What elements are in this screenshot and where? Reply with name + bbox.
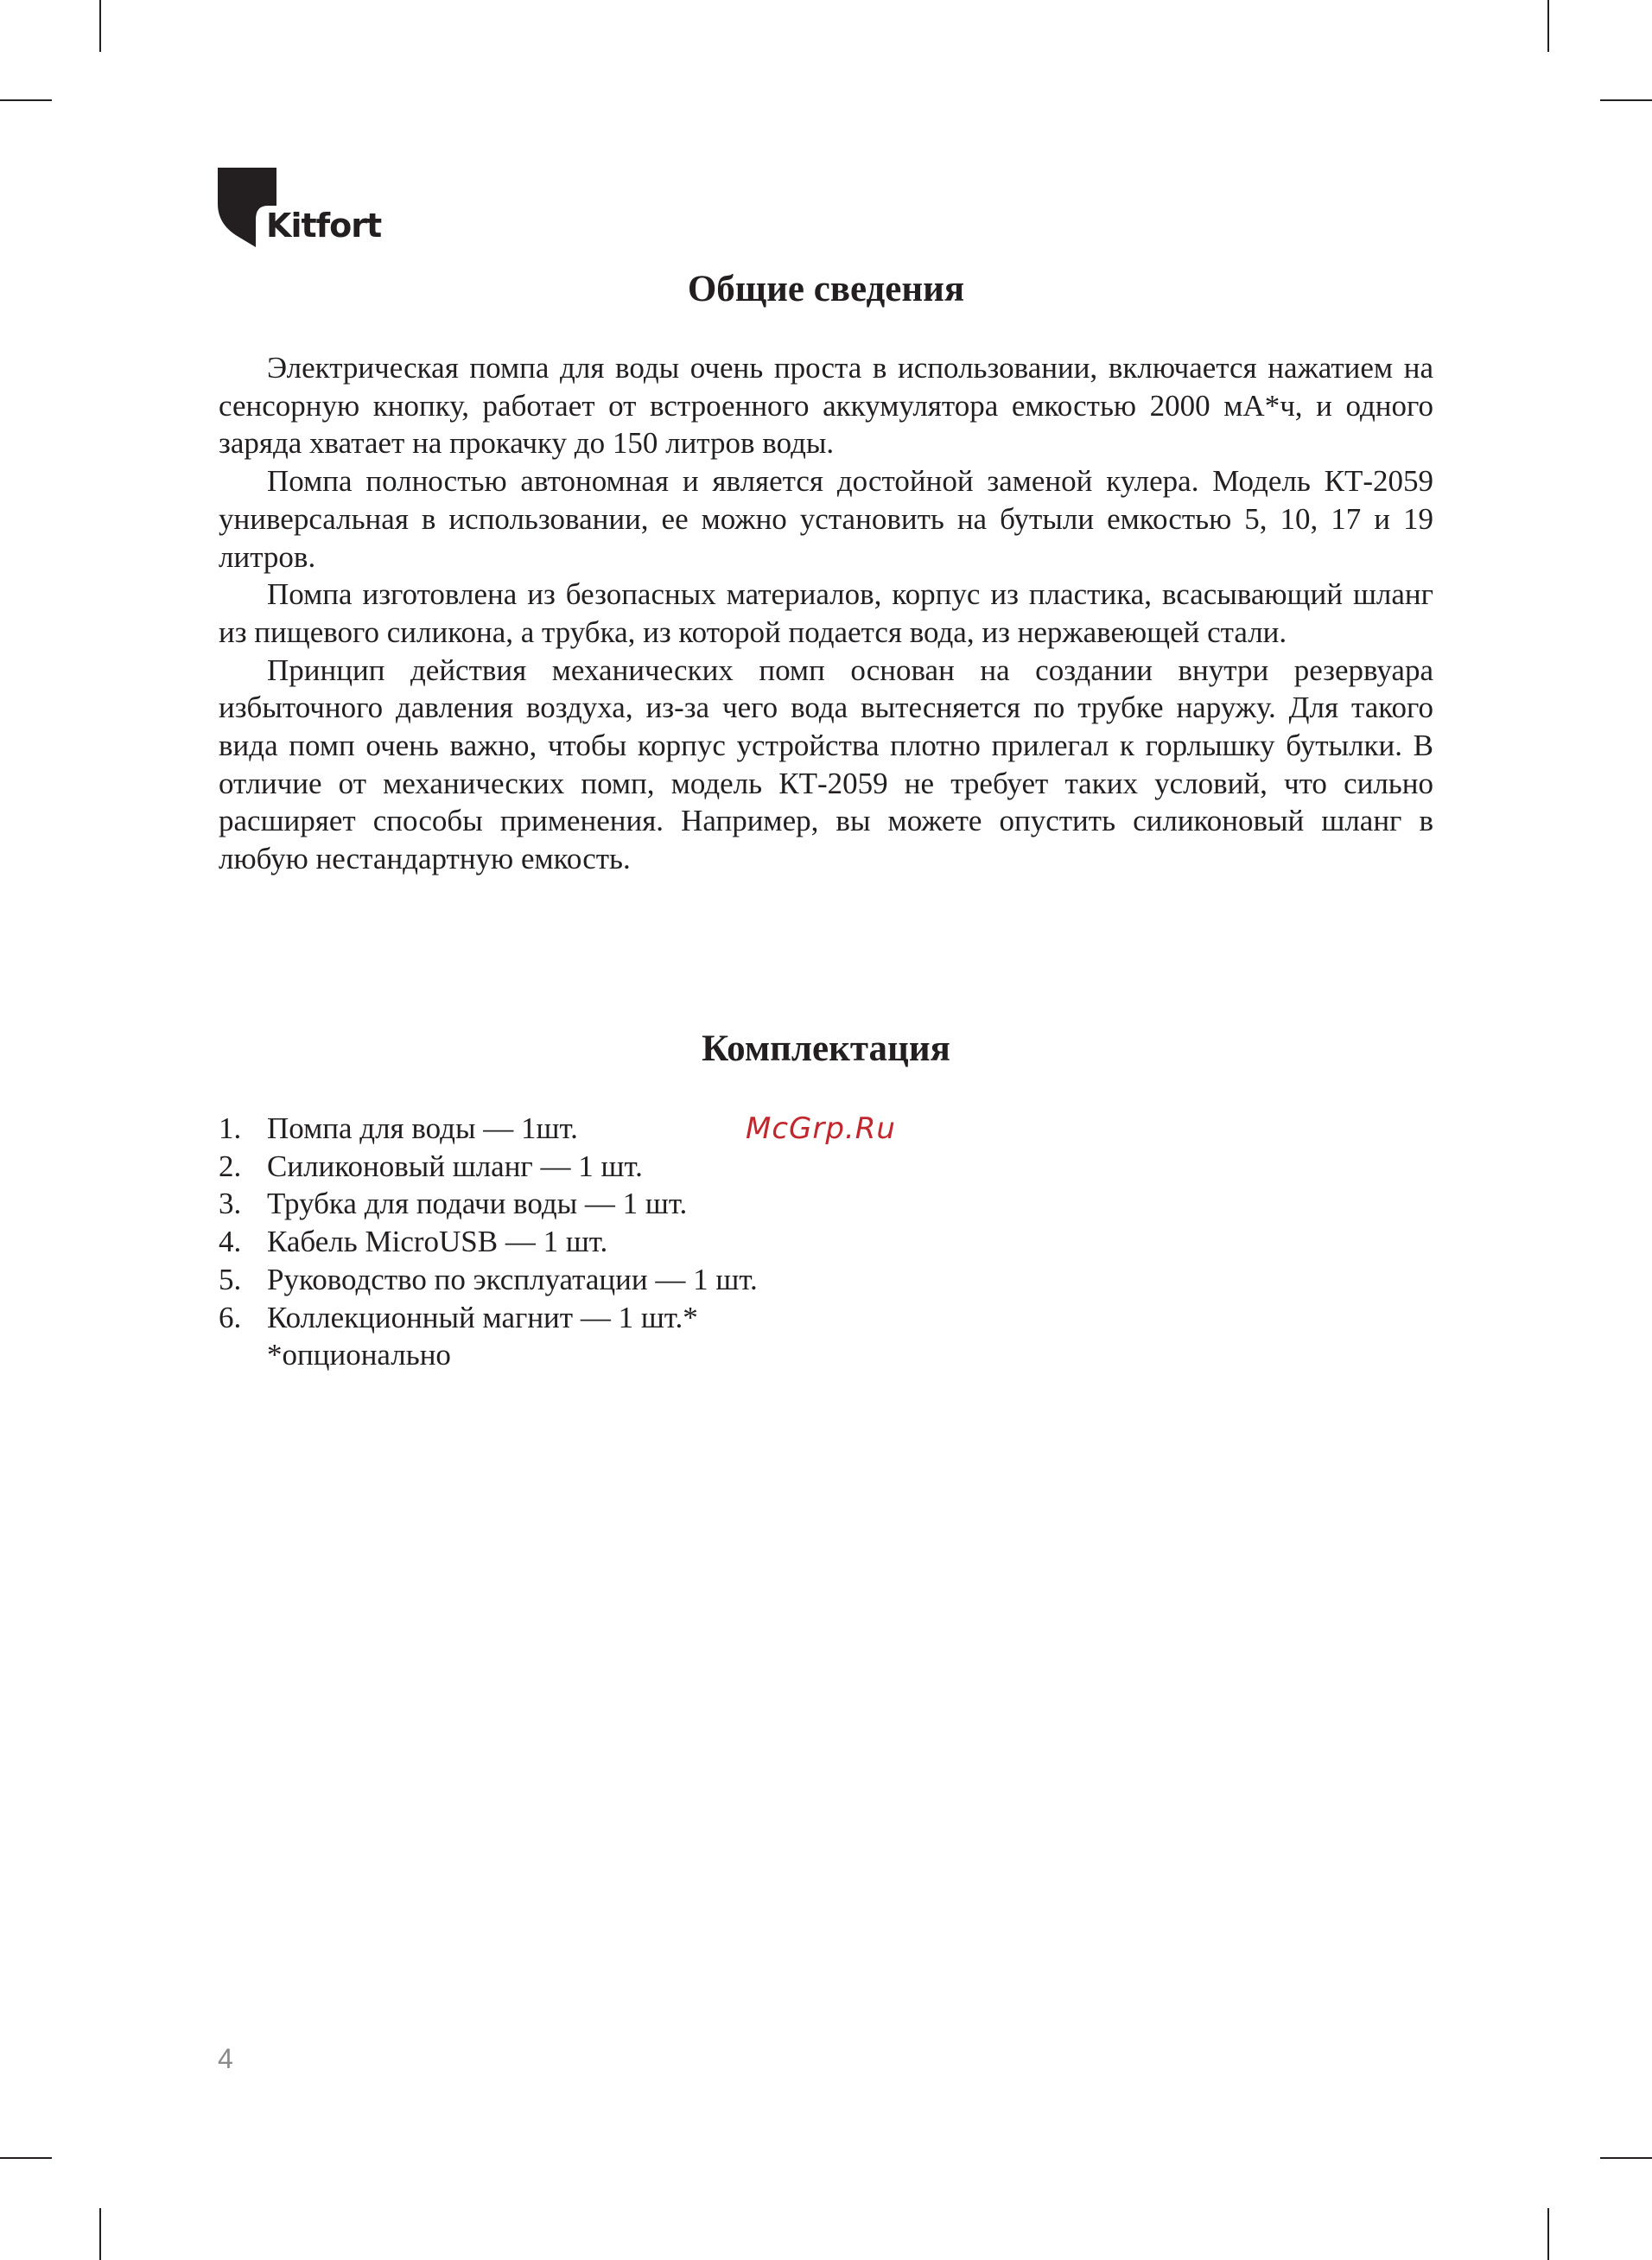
paragraph: Электрическая помпа для воды очень проста в использовании, включается нажатием на сенсорную кнопку, работает от встроенного аккумулятора емкостью 2000 мА*ч, и одного заряда хватает на прокачку до 150 литров воды.: [219, 351, 1433, 461]
section-title-package: Комплектация: [702, 1028, 950, 1069]
list-item: [219, 1299, 996, 1337]
list-item-text: Кабель MicroUSB — 1 шт.: [267, 1225, 608, 1259]
list-item: [219, 1185, 996, 1223]
list-item: [219, 1223, 996, 1261]
footnote: *опционально: [267, 1338, 451, 1372]
list-item-number: 4.: [219, 1225, 242, 1259]
list-item-number: 3.: [219, 1187, 242, 1221]
crop-mark: [0, 2157, 52, 2159]
crop-mark: [0, 99, 52, 101]
list-item: [219, 1148, 996, 1186]
section-title-general: Общие сведения: [687, 269, 965, 309]
crop-mark: [1547, 2208, 1549, 2260]
crop-mark: [1600, 2157, 1652, 2159]
package-contents-list: [219, 1110, 996, 1374]
crop-mark: [1547, 0, 1549, 52]
list-item-number: 2.: [219, 1149, 242, 1183]
list-item-text: Трубка для подачи воды — 1 шт.: [267, 1187, 688, 1221]
logo-text: Kitfort: [266, 207, 382, 245]
page-number: 4: [218, 2043, 233, 2074]
list-item-number: 6.: [219, 1300, 242, 1334]
list-item-text: Коллекционный магнит — 1 шт.*: [267, 1300, 698, 1334]
watermark-link[interactable]: McGrp.Ru: [746, 1111, 896, 1146]
list-item-text: Силиконовый шланг — 1 шт.: [267, 1149, 643, 1183]
general-info-text: [219, 349, 1433, 878]
list-item-number: 5.: [219, 1262, 242, 1296]
paragraph: Помпа полностью автономная и является достойной заменой кулера. Модель КТ-2059 универсальная в использовании, ее можно установить на бутыли емкостью 5, 10, 17 и 19 литров.: [219, 464, 1433, 574]
list-item-text: Руководство по эксплуатации — 1 шт.: [267, 1262, 758, 1296]
list-item-text: Помпа для воды — 1шт.: [267, 1111, 578, 1145]
kitfort-logo: [218, 168, 382, 250]
list-item-number: 1.: [219, 1111, 242, 1145]
crop-mark: [99, 2208, 101, 2260]
crop-mark: [99, 0, 101, 52]
crop-mark: [1600, 99, 1652, 101]
paragraph: Помпа изготовлена из безопасных материалов, корпус из пластика, всасывающий шланг из пищевого силикона, а трубка, из которой подается вода, из нержавеющей стали.: [219, 577, 1433, 649]
paragraph: Принцип действия механических помп основан на создании внутри резервуара избыточного давления воздуха, из-за чего вода вытесняется по трубке наружу. Для такого вида помп очень важно, чтобы корпус устройства плотно прилегал к горлышку бутылки. В отличие от механических помп, модель КТ-2059 не требует таких условий, что сильно расширяет способы применения. Например, вы можете опустить силиконовый шланг в любую нестандартную емкость.: [219, 653, 1433, 876]
list-item: [219, 1261, 996, 1299]
